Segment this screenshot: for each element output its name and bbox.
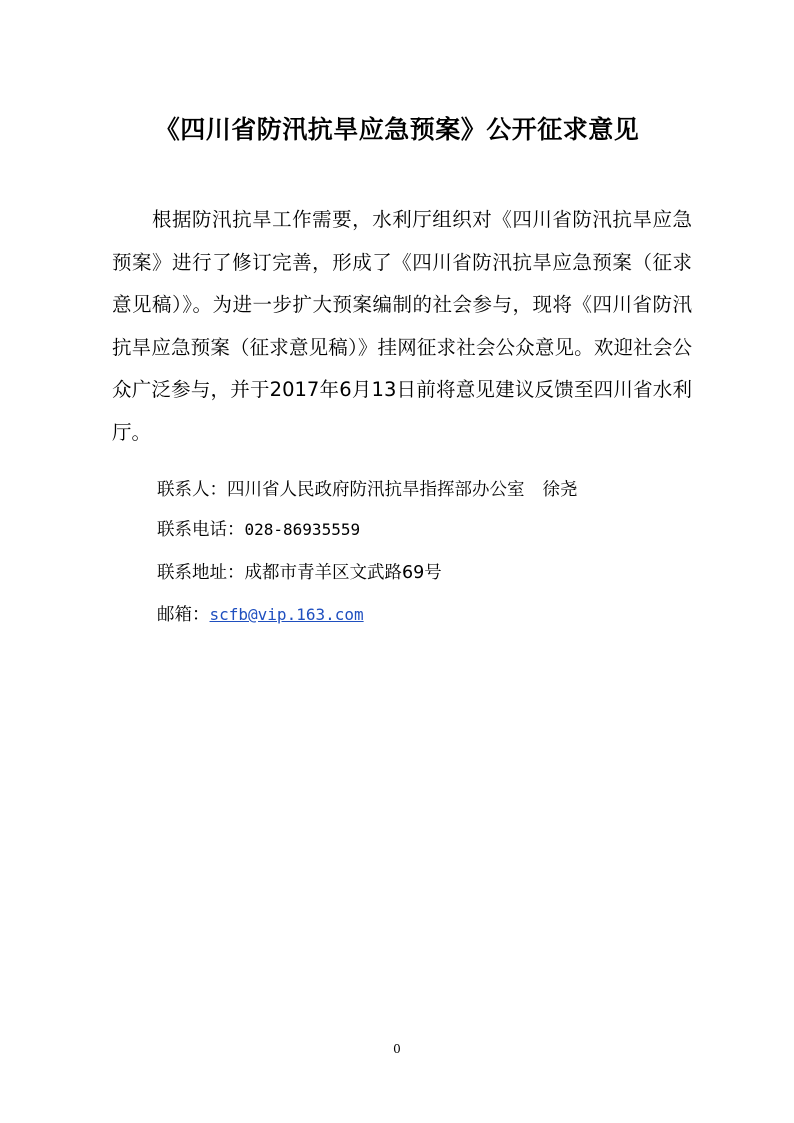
contact-person-office: 四川省人民政府防汛抗旱指挥部办公室	[227, 480, 525, 500]
contact-person-line	[157, 476, 578, 504]
contact-person-name: 徐尧	[542, 480, 578, 500]
page-number: 0	[393, 1042, 401, 1056]
body-paragraph: 根据防汛抗旱工作需要，水利厅组织对《四川省防汛抗旱应急预案》进行了修订完善，形成了《四川省防汛抗旱应急预案（征求意见稿）》。为进一步扩大预案编制的社会参与，现将《四川省防汛抗旱应急预案（征求意见稿）》挂网征求社会公众意见。欢迎社会公众广泛参与，并于2017年6月13日前将意见建议反馈至四川省水利厅。	[112, 208, 692, 444]
contact-phone-line	[157, 516, 360, 544]
contact-address-label: 联系地址：	[157, 563, 245, 583]
contact-address-value: 成都市青羊区文武路69号	[244, 563, 442, 583]
contact-person-label: 联系人：	[157, 480, 227, 500]
contact-phone-label: 联系电话：	[157, 520, 245, 540]
contact-email-label: 邮箱：	[157, 605, 210, 625]
contact-email-line	[157, 601, 364, 629]
contact-address-line	[157, 559, 442, 587]
contact-email-link[interactable]: scfb@vip.163.com	[209, 605, 364, 624]
contact-phone-value: 028-86935559	[244, 520, 361, 539]
document-title: 《四川省防汛抗旱应急预案》公开征求意见	[154, 115, 640, 144]
